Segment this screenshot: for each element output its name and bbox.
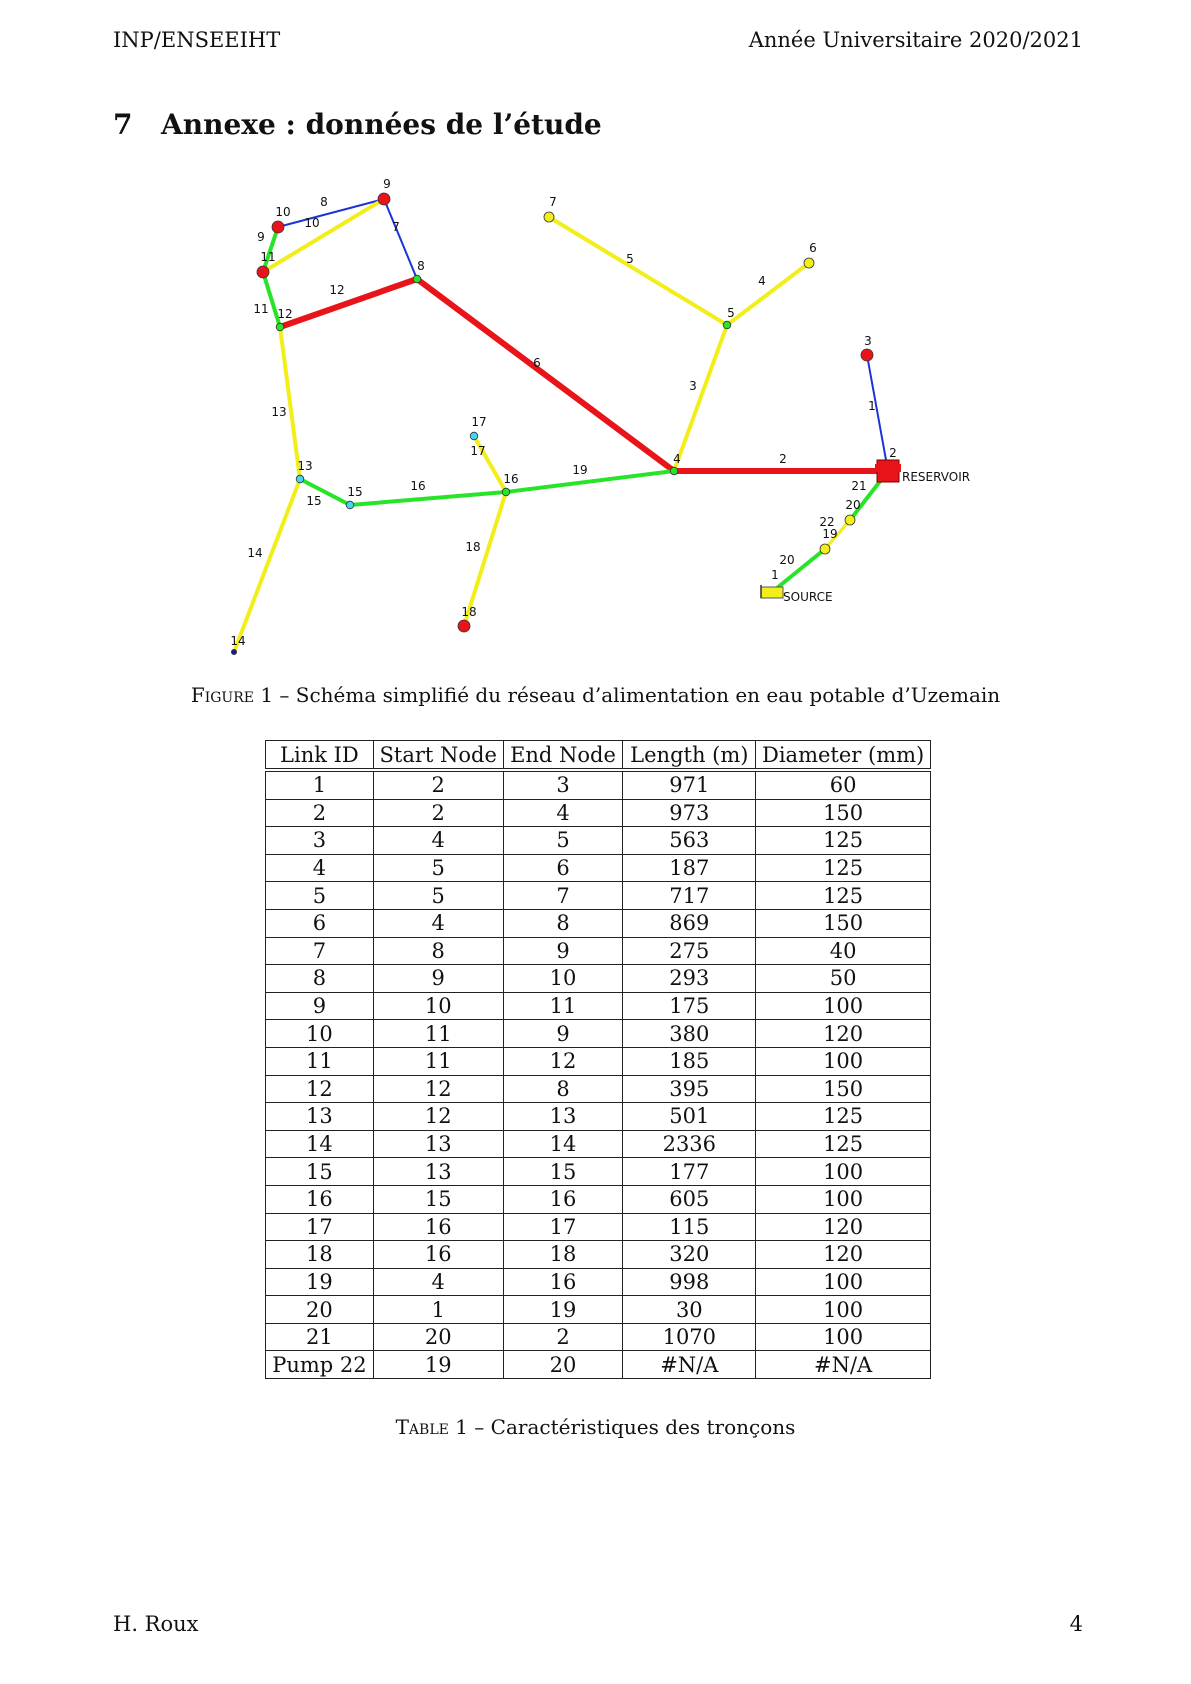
- table-cell: 395: [623, 1075, 756, 1103]
- reservoir-icon-bar: [875, 464, 901, 472]
- column-header: Diameter (mm): [756, 741, 931, 771]
- link-16-line: [350, 492, 506, 505]
- table-cell: 18: [503, 1241, 623, 1269]
- link-8-label: 8: [320, 195, 328, 209]
- source-node-number: 1: [771, 568, 779, 582]
- table-cell: 40: [756, 937, 931, 965]
- link-6-label: 6: [533, 356, 541, 370]
- node-10-label: 10: [275, 205, 291, 219]
- table-cell: 17: [266, 1213, 374, 1241]
- table-cell: 13: [266, 1103, 374, 1131]
- node-14-label: 14: [230, 634, 246, 648]
- table-cell: 19: [266, 1268, 374, 1296]
- table-row: [266, 1130, 931, 1158]
- table-row: [266, 799, 931, 827]
- link-2-label: 2: [779, 452, 787, 466]
- table-cell: 4: [503, 799, 623, 827]
- node-4-label: 4: [673, 452, 681, 466]
- table-cell: 185: [623, 1047, 756, 1075]
- table-cell: 6: [503, 854, 623, 882]
- table-cell: 125: [756, 1130, 931, 1158]
- table-caption-label: Table 1: [395, 1415, 468, 1439]
- column-header: End Node: [503, 741, 623, 771]
- table-caption: [0, 1415, 1191, 1439]
- table-cell: #N/A: [623, 1351, 756, 1379]
- table-cell: 9: [266, 992, 374, 1020]
- table-cell: 10: [266, 1020, 374, 1048]
- node-18-marker: [458, 620, 470, 632]
- table-cell: 20: [373, 1323, 503, 1351]
- node-11-marker: [257, 266, 269, 278]
- section-number: 7: [113, 108, 133, 141]
- table-cell: 100: [756, 1268, 931, 1296]
- node-8-marker: [413, 275, 421, 283]
- node-20-label: 20: [845, 498, 861, 512]
- table-cell: 15: [503, 1158, 623, 1186]
- node-14-marker: [231, 649, 236, 654]
- table-cell: 13: [373, 1130, 503, 1158]
- figure-caption-text: – Schéma simplifié du réseau d’alimentation en eau potable d’Uzemain: [273, 683, 1001, 707]
- table-cell: 16: [266, 1185, 374, 1213]
- table-cell: 6: [266, 909, 374, 937]
- table-cell: 11: [503, 992, 623, 1020]
- link-21-label: 21: [851, 479, 867, 493]
- table-row: [266, 909, 931, 937]
- table-cell: 16: [373, 1213, 503, 1241]
- link-3-line: [674, 325, 727, 471]
- table-cell: 9: [503, 937, 623, 965]
- link-20-label: 20: [779, 553, 795, 567]
- table-cell: 150: [756, 799, 931, 827]
- table-row: [266, 1020, 931, 1048]
- table-cell: 11: [373, 1047, 503, 1075]
- link-7-label: 7: [392, 220, 400, 234]
- link-13-label: 13: [271, 405, 287, 419]
- table-cell: 1: [266, 770, 374, 799]
- table-cell: 11: [266, 1047, 374, 1075]
- table-cell: 2336: [623, 1130, 756, 1158]
- node-8-label: 8: [417, 259, 425, 273]
- table-cell: 16: [503, 1268, 623, 1296]
- link-4-line: [727, 263, 809, 325]
- node-17-marker: [470, 432, 478, 440]
- reservoir-label: RESERVOIR: [902, 470, 971, 484]
- link-1-line: [867, 355, 888, 471]
- table-cell: 5: [503, 827, 623, 855]
- table-row: [266, 937, 931, 965]
- table-cell: 8: [373, 937, 503, 965]
- node-4-marker: [670, 467, 678, 475]
- link-11-label: 11: [253, 302, 269, 316]
- table-cell: 100: [756, 1047, 931, 1075]
- node-9-marker: [378, 193, 390, 205]
- table-row: [266, 1075, 931, 1103]
- table-row: [266, 827, 931, 855]
- table-row: [266, 882, 931, 910]
- table-cell: 4: [373, 827, 503, 855]
- node-12-marker: [276, 323, 284, 331]
- table-cell: 4: [373, 909, 503, 937]
- link-15-label: 15: [306, 494, 322, 508]
- column-header: Length (m): [623, 741, 756, 771]
- table-cell: 5: [373, 854, 503, 882]
- table-cell: 717: [623, 882, 756, 910]
- link-8-line: [278, 199, 384, 227]
- table-cell: 13: [503, 1103, 623, 1131]
- table-cell: 275: [623, 937, 756, 965]
- table-cell: 971: [623, 770, 756, 799]
- table-cell: 15: [266, 1158, 374, 1186]
- link-5-label: 5: [626, 252, 634, 266]
- table-row: [266, 1103, 931, 1131]
- table-cell: 177: [623, 1158, 756, 1186]
- node-13-marker: [296, 475, 304, 483]
- table-cell: 1070: [623, 1323, 756, 1351]
- footer-author: H. Roux: [113, 1612, 199, 1636]
- table-row: [266, 770, 931, 799]
- table-cell: 19: [373, 1351, 503, 1379]
- link-9-label: 9: [257, 230, 265, 244]
- node-11-label: 11: [260, 250, 276, 264]
- table-cell: 60: [756, 770, 931, 799]
- table-cell: 4: [373, 1268, 503, 1296]
- table-cell: 3: [503, 770, 623, 799]
- table-cell: 175: [623, 992, 756, 1020]
- node-17-label: 17: [471, 415, 487, 429]
- figure-caption-label: Figure 1: [190, 683, 274, 707]
- reservoir-node-number: 2: [889, 446, 897, 460]
- node-18-label: 18: [461, 605, 477, 619]
- table-cell: 120: [756, 1213, 931, 1241]
- table-cell: 10: [503, 965, 623, 993]
- table-row: [266, 1185, 931, 1213]
- node-7-label: 7: [549, 195, 557, 209]
- table-row: [266, 1296, 931, 1324]
- table-cell: 4: [266, 854, 374, 882]
- link-19-line: [506, 471, 674, 492]
- link-table: [265, 740, 931, 1379]
- table-cell: Pump 22: [266, 1351, 374, 1379]
- page-number: 4: [1069, 1612, 1083, 1636]
- table-cell: 16: [503, 1185, 623, 1213]
- table-cell: 20: [503, 1351, 623, 1379]
- table-cell: 1: [373, 1296, 503, 1324]
- table-row: [266, 1351, 931, 1379]
- table-cell: 3: [266, 827, 374, 855]
- node-13-label: 13: [297, 459, 313, 473]
- column-header: Link ID: [266, 741, 374, 771]
- table-cell: 8: [503, 909, 623, 937]
- table-cell: 293: [623, 965, 756, 993]
- table-cell: 115: [623, 1213, 756, 1241]
- table-cell: 125: [756, 827, 931, 855]
- source-label: SOURCE: [783, 590, 833, 604]
- running-header-year: Année Universitaire 2020/2021: [748, 28, 1083, 52]
- table-cell: 100: [756, 1296, 931, 1324]
- running-header-institution: INP/ENSEEIHT: [113, 28, 281, 52]
- table-cell: 17: [503, 1213, 623, 1241]
- link-13-line: [280, 327, 300, 479]
- table-row: [266, 854, 931, 882]
- table-cell: 16: [373, 1241, 503, 1269]
- table-cell: 7: [503, 882, 623, 910]
- table-cell: 150: [756, 909, 931, 937]
- table-cell: 2: [503, 1323, 623, 1351]
- link-1-label: 1: [868, 399, 876, 413]
- link-19-label: 19: [572, 463, 588, 477]
- table-cell: 100: [756, 992, 931, 1020]
- table-row: [266, 992, 931, 1020]
- table-row: [266, 1323, 931, 1351]
- node-15-marker: [346, 501, 354, 509]
- link-7-line: [384, 199, 417, 279]
- table-cell: 14: [266, 1130, 374, 1158]
- link-12-label: 12: [329, 283, 345, 297]
- link-3-label: 3: [689, 379, 697, 393]
- link-5-line: [549, 217, 727, 325]
- table-caption-text: – Caractéristiques des tronçons: [467, 1415, 796, 1439]
- link-4-label: 4: [758, 274, 766, 288]
- table-cell: 13: [373, 1158, 503, 1186]
- table-cell: 12: [373, 1103, 503, 1131]
- table-cell: 125: [756, 854, 931, 882]
- node-20-marker: [845, 515, 855, 525]
- link-17-label: 17: [470, 444, 486, 458]
- table-cell: 9: [503, 1020, 623, 1048]
- table-cell: 869: [623, 909, 756, 937]
- table-cell: 2: [373, 770, 503, 799]
- link-14-label: 14: [247, 546, 263, 560]
- table-cell: 9: [373, 965, 503, 993]
- table-row: [266, 1241, 931, 1269]
- node-16-marker: [502, 488, 510, 496]
- table-cell: 30: [623, 1296, 756, 1324]
- node-10-marker: [272, 221, 284, 233]
- table-cell: 5: [266, 882, 374, 910]
- table-cell: 380: [623, 1020, 756, 1048]
- table-cell: 19: [503, 1296, 623, 1324]
- link-10-label: 10: [304, 216, 320, 230]
- table-cell: 21: [266, 1323, 374, 1351]
- table-cell: 100: [756, 1323, 931, 1351]
- table-cell: 14: [503, 1130, 623, 1158]
- table-cell: 8: [503, 1075, 623, 1103]
- network-diagram: [0, 0, 1191, 680]
- node-6-label: 6: [809, 241, 817, 255]
- table-cell: 15: [373, 1185, 503, 1213]
- node-6-marker: [804, 258, 814, 268]
- table-cell: 20: [266, 1296, 374, 1324]
- table-cell: 125: [756, 882, 931, 910]
- column-header: Start Node: [373, 741, 503, 771]
- table-cell: 11: [373, 1020, 503, 1048]
- table-cell: 18: [266, 1241, 374, 1269]
- link-6-line: [417, 279, 674, 471]
- node-5-label: 5: [727, 306, 735, 320]
- table-cell: 100: [756, 1158, 931, 1186]
- node-9-label: 9: [383, 177, 391, 191]
- link-12-line: [280, 279, 417, 327]
- table-cell: 187: [623, 854, 756, 882]
- node-19-label: 19: [822, 527, 838, 541]
- figure-caption: [0, 683, 1191, 707]
- table-cell: 150: [756, 1075, 931, 1103]
- table-header-row: [266, 741, 931, 771]
- table-cell: 5: [373, 882, 503, 910]
- node-3-marker: [861, 349, 873, 361]
- table-cell: 50: [756, 965, 931, 993]
- table-cell: 10: [373, 992, 503, 1020]
- table-cell: 973: [623, 799, 756, 827]
- table-row: [266, 965, 931, 993]
- table-cell: 320: [623, 1241, 756, 1269]
- table-cell: 12: [266, 1075, 374, 1103]
- table-cell: 501: [623, 1103, 756, 1131]
- table-cell: 8: [266, 965, 374, 993]
- table-cell: 12: [373, 1075, 503, 1103]
- section-title: Annexe : données de l’étude: [161, 108, 602, 141]
- table-cell: 7: [266, 937, 374, 965]
- table-cell: 12: [503, 1047, 623, 1075]
- table-cell: 2: [373, 799, 503, 827]
- link-18-label: 18: [465, 540, 481, 554]
- table-row: [266, 1158, 931, 1186]
- table-row: [266, 1047, 931, 1075]
- link-14-line: [234, 479, 300, 652]
- link-16-label: 16: [410, 479, 426, 493]
- link-22-label: 22: [819, 515, 835, 529]
- table-cell: 605: [623, 1185, 756, 1213]
- table-cell: 120: [756, 1241, 931, 1269]
- table-row: [266, 1213, 931, 1241]
- node-12-label: 12: [277, 307, 293, 321]
- table-cell: #N/A: [756, 1351, 931, 1379]
- table-cell: 120: [756, 1020, 931, 1048]
- table-cell: 100: [756, 1185, 931, 1213]
- source-icon: [761, 587, 783, 598]
- node-7-marker: [544, 212, 554, 222]
- table-cell: 998: [623, 1268, 756, 1296]
- node-19-marker: [820, 544, 830, 554]
- table-cell: 563: [623, 827, 756, 855]
- table-cell: 125: [756, 1103, 931, 1131]
- table-cell: 2: [266, 799, 374, 827]
- table-row: [266, 1268, 931, 1296]
- node-16-label: 16: [503, 472, 519, 486]
- node-15-label: 15: [347, 485, 363, 499]
- node-3-label: 3: [864, 334, 872, 348]
- node-5-marker: [723, 321, 731, 329]
